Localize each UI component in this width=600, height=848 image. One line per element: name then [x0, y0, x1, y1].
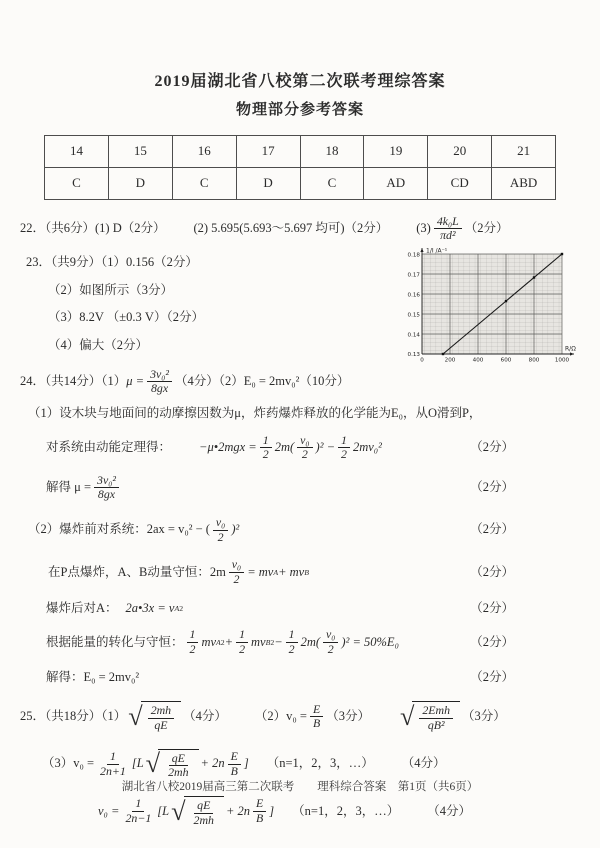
v0-over-2-fraction: $\frac{\text{v₀}}{2}$	[229, 558, 244, 586]
half-fraction: $\frac{1}{2}$	[187, 628, 199, 656]
score-badge: （4分）	[401, 756, 446, 771]
answer-table-answer-row	[45, 167, 556, 199]
half-fraction: $\frac{1}{2}$	[260, 434, 272, 462]
superscript-2: 2	[270, 637, 275, 647]
score-badge: （2分）	[470, 634, 514, 649]
q24-after-explosion-line	[46, 601, 580, 617]
y-tick-labels	[408, 253, 421, 359]
half-fraction: $\frac{1}{2}$	[286, 628, 298, 656]
v0-over-2-fraction: $\frac{\text{v₀}}{2}$	[297, 434, 312, 462]
answer-cell: C	[172, 167, 236, 199]
question-23-line4: （4）偏大（2分）	[48, 337, 149, 352]
question-23-line3: （3）8.2V （±0.3 V）（2分）	[48, 310, 204, 325]
question-25-head	[20, 701, 580, 732]
q24-momentum-plus: + mv	[278, 564, 305, 579]
question-number-cell: 16	[172, 135, 236, 167]
svg-text:0.17: 0.17	[407, 272, 420, 279]
score-badge: （4分）	[427, 803, 471, 818]
q24-solve-e0-line	[46, 670, 580, 686]
q24-ke-term2: )² −	[315, 439, 336, 454]
half-fraction: $\frac{1}{2}$	[338, 434, 350, 462]
subscript-B: B	[265, 637, 271, 647]
q25-head-pre: 25．（共18分）（1）	[20, 709, 127, 724]
answer-table-header-row	[45, 135, 556, 167]
score-badge: （2分）	[470, 480, 514, 495]
q22-part3-score: （2分）	[464, 221, 509, 236]
subscript-B: B	[304, 567, 309, 577]
q22-part1: 22．（共6分）(1) D（2分）	[20, 221, 166, 236]
plus-sign: +	[224, 634, 234, 649]
v0-over-2-fraction: $\frac{\text{v₀}}{2}$	[213, 516, 228, 544]
q25-sqrt-qE-2mh: √ $\frac{qE}{2mh}$	[171, 796, 224, 827]
q25-sqrt-qE-2mh: √ $\frac{qE}{2mh}$	[146, 749, 199, 780]
q24-energy-mvA: mv	[201, 634, 217, 649]
answer-table	[44, 135, 556, 200]
q24-after-label: 爆炸后对A：	[46, 600, 118, 615]
score-badge: （2分）	[470, 669, 514, 684]
line-chart	[402, 246, 580, 368]
x-tick-labels	[420, 358, 569, 364]
question-24-head	[20, 368, 580, 396]
q24-before-explosion-line	[28, 516, 580, 544]
question-number-cell: 19	[364, 135, 428, 167]
q25-p3b-pre: v₀ =	[98, 803, 120, 818]
q24-ke-term3: 2mv₀²	[352, 439, 382, 454]
q24-energy-term6: )² = 50%E₀	[341, 634, 399, 649]
y-axis-arrow	[420, 248, 423, 252]
q25-part2-label: （2）v₀ =	[254, 709, 307, 724]
q24-solve-e0-label: 解得：E₀ = 2mv₀²	[46, 669, 140, 684]
subscript-A: A	[174, 603, 180, 613]
q25-p3-pre: （3）v₀ =	[42, 756, 95, 771]
q24-head-fraction: $\frac{\text{3v₀²}}{8gx}$	[147, 368, 172, 396]
question-number-cell: 15	[108, 135, 172, 167]
superscript-2: 2	[220, 637, 225, 647]
question-22-line	[20, 215, 580, 243]
y-axis-title: 1/I /A⁻¹	[426, 247, 448, 255]
svg-text:400: 400	[472, 357, 484, 364]
subscript-A: A	[216, 637, 221, 647]
q25-p3-bracket-open: [L	[131, 756, 144, 771]
question-23-line2: （2）如图所示（3分）	[48, 282, 174, 297]
radical-sign: √	[145, 749, 161, 779]
svg-text:0.15: 0.15	[407, 312, 420, 319]
q24-after-formula: 2a•3x = v	[125, 600, 175, 615]
answer-cell: D	[236, 167, 300, 199]
score-badge: （3分）	[326, 709, 370, 724]
page-title: 2019届湖北省八校第二次联考理综答案	[154, 73, 446, 90]
score-badge: （2分）	[470, 522, 514, 537]
q24-solve-mu-label: 解得 μ =	[46, 480, 92, 495]
question-number-cell: 21	[492, 135, 556, 167]
svg-text:0.16: 0.16	[407, 292, 420, 299]
svg-text:1000: 1000	[554, 357, 570, 364]
answer-cell: C	[300, 167, 364, 199]
page-footer: 湖北省八校2019届高三第二次联考 理科综合答案 第1页（共6页）	[121, 781, 479, 793]
q24-paragraph-1: （1）设木块与地面间的动摩擦因数为μ，炸药爆炸释放的化学能为E₀，从O滑到P，	[28, 405, 482, 420]
q24-before-explosion-label: （2）爆炸前对系统：2ax = v₀² − (	[28, 522, 210, 537]
score-badge: （3分）	[462, 709, 506, 724]
q24-energy-term5: 2m(	[300, 634, 321, 649]
svg-text:0.13: 0.13	[407, 352, 420, 358]
q24-ke-term1: 2m(	[274, 439, 295, 454]
q22-part3-label: (3)	[416, 221, 431, 236]
q24-energy-mvB: mv	[251, 634, 266, 649]
q25-sqrt-2mh-qE: √ $\frac{2mh}{qE}$	[128, 701, 181, 732]
q24-head-pre: 24．（共14分）（1）	[20, 373, 127, 388]
q25-p3-condition: （n=1，2，3，…）	[266, 756, 374, 771]
question-number-cell: 14	[45, 135, 109, 167]
superscript-2: 2	[179, 603, 184, 613]
score-badge: （2分）	[470, 439, 514, 454]
subscript-A: A	[273, 567, 279, 577]
question-number-cell: 17	[236, 135, 300, 167]
q25-p3b-bracket-close: ]	[269, 803, 275, 818]
score-badge: （2分）	[470, 600, 514, 615]
q25-p3b-term2: + 2n	[225, 803, 251, 818]
q25-p3-bracket-close: ]	[243, 756, 249, 771]
radical-sign: √	[171, 796, 186, 826]
E-over-B-fraction: $\frac{E}{B}$	[228, 750, 241, 778]
radical-sign: √	[399, 702, 415, 732]
svg-text:600: 600	[500, 357, 512, 364]
q22-fraction: $\frac{\text{4k₀L}}{\text{πd²}}$	[434, 215, 462, 243]
coef-fraction: $\frac{1}{2n+1}$	[100, 749, 126, 778]
svg-text:200: 200	[444, 357, 456, 364]
q24-ke-lhs: −μ•2mgx =	[199, 439, 257, 454]
q24-solve-mu-fraction: $\frac{\text{3v₀²}}{8gx}$	[94, 474, 119, 502]
q24-energy-line	[46, 628, 580, 656]
q24-ke-theorem-line	[46, 434, 580, 462]
q24-momentum-label: 在P点爆炸，A、B动量守恒：2m	[48, 564, 226, 579]
q25-sqrt-2Emh-qB2: √ $\frac{\text{2Emh}}{\text{qB²}}$	[400, 701, 460, 732]
E-over-B-fraction: $\frac{E}{B}$	[310, 703, 323, 731]
E-over-B-fraction: $\frac{E}{B}$	[253, 797, 266, 825]
minus-sign: −	[274, 634, 283, 649]
q25-p3b-condition: （n=1，2，3，…）	[292, 803, 400, 818]
q25-p3b-bracket-open: [L	[157, 803, 170, 818]
svg-text:0: 0	[420, 357, 424, 364]
q25-p3-term2: + 2n	[200, 756, 225, 771]
score-badge: （4分）	[183, 709, 227, 724]
q24-energy-label: 根据能量的转化与守恒：	[46, 634, 184, 649]
question-number-cell: 18	[300, 135, 364, 167]
question-number-cell: 20	[428, 135, 492, 167]
q24-before-explosion-post: )²	[231, 522, 240, 537]
x-axis-title: R/Ω	[565, 345, 576, 353]
score-badge: （2分）	[470, 564, 514, 579]
svg-text:0.18: 0.18	[407, 252, 420, 259]
page-subtitle: 物理部分参考答案	[235, 102, 364, 118]
answer-cell: AD	[364, 167, 428, 199]
coef-fraction: $\frac{1}{2n-1}$	[125, 796, 152, 826]
radical-sign: √	[128, 702, 143, 732]
svg-text:800: 800	[528, 357, 540, 364]
v0-over-2-fraction: $\frac{\text{v₀}}{2}$	[323, 628, 338, 656]
x-axis-arrow	[570, 352, 574, 355]
answer-cell: CD	[428, 167, 492, 199]
q24-head-post: （4分）（2）E₀ = 2mv₀²（10分）	[174, 373, 350, 388]
question-23-line1: 23．（共9分）（1）0.156（2分）	[26, 255, 198, 270]
resistance-graph	[402, 246, 580, 368]
svg-text:0.14: 0.14	[407, 332, 420, 339]
q24-ke-label: 对系统由动能定理得：	[46, 439, 172, 454]
q24-momentum-line	[48, 558, 580, 586]
q25-part3-line1	[42, 749, 580, 780]
q24-mu-equals: μ =	[126, 373, 145, 388]
answer-cell: D	[108, 167, 172, 199]
half-fraction: $\frac{1}{2}$	[236, 628, 248, 656]
q22-part2: (2) 5.695(5.693～5.697 均可)（2分）	[193, 221, 389, 236]
answer-cell: ABD	[492, 167, 556, 199]
q24-solve-mu-line	[46, 474, 580, 502]
answer-cell: C	[45, 167, 109, 199]
q25-part3-line2	[98, 796, 580, 827]
q24-momentum-eq: = mv	[247, 564, 274, 579]
